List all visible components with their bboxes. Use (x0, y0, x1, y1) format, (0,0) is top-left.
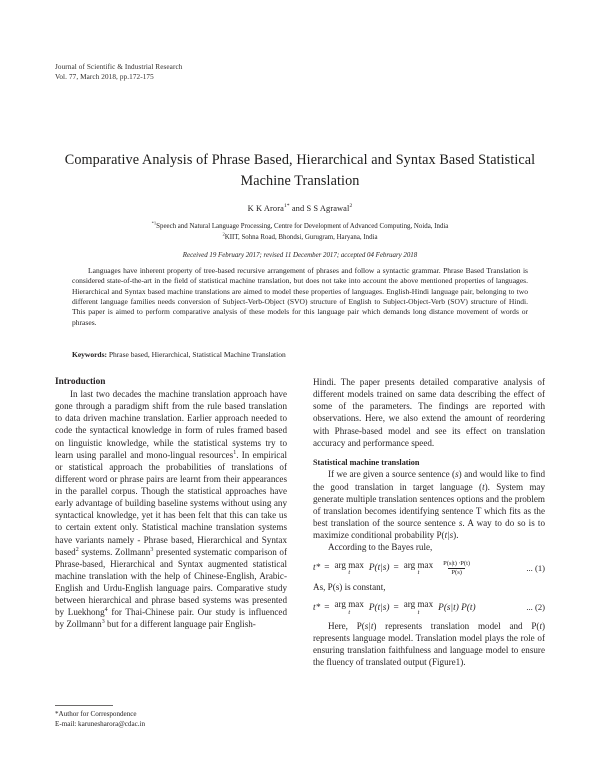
equation-1-lhs: t* (313, 563, 321, 574)
citation-ref: 2 (75, 546, 79, 553)
symbol-t: t (482, 481, 485, 492)
title-block (55, 150, 545, 259)
fraction-denominator: P(s) (448, 568, 465, 577)
argmax-label: arg max (334, 598, 364, 609)
equation-1 (313, 560, 545, 577)
equation-2 (313, 600, 545, 616)
symbol-t: t (539, 620, 542, 631)
footnote-rule (55, 705, 113, 706)
journal-header (55, 62, 182, 83)
equation-note-constant: As, P(s) is constant, (313, 581, 386, 592)
equation-2-equals-first: = (324, 602, 330, 613)
symbol-s-given-t: s|t (364, 620, 374, 631)
author-joiner: and S S Agrawal (289, 204, 350, 214)
journal-volume-line: Vol. 77, March 2018, pp.172-175 (55, 73, 154, 82)
smt-text-a: If we are given a source sentence ( (328, 469, 456, 480)
argmax-operator (404, 600, 433, 616)
intro-text-c: systems. Zollmann (78, 546, 151, 557)
argmax-label: arg max (334, 559, 364, 570)
equation-1-number: ... (1) (526, 562, 545, 573)
affiliation-marker: 2 (222, 231, 225, 237)
argmax-operator (404, 561, 433, 577)
tm-text-c: ) represents language model. Translation model plays the role of ensuring translation faithfulness and language model to ensure the fluency of translated output (Figure1). (313, 620, 545, 668)
symbol-t-given-s: t|s (444, 530, 454, 541)
smt-paragraph (313, 468, 545, 541)
abstract-text: Languages have inherent property of tree-based recursive arrangement of phrases and follow a syntactic grammar. Phrase Based Translation is considered state-of-the-art in the field of statistical machine translation, but does not take into account the above mentioned properties of languages. Hierarchical and Syntax based machine translations are aimed to model these properties of languages. English-Hindi language pair, belonging to two different language families needs conversion of Subject-Verb-Object (SVO) structure of English to Subject-Object-Verb (SOV) structure of Hindi. This paper is aimed to perform comparative analysis of these models for this language pair which demands long distance movement of words or phrases. (72, 266, 528, 327)
symbol-s: s (455, 469, 459, 480)
citation-ref: 1 (233, 449, 237, 456)
smt-text-b: ) and would like to find the good translation in target language ( (313, 469, 545, 492)
keywords-value: Phrase based, Hierarchical, Statistical Machine Translation (107, 350, 286, 359)
affiliation-item (55, 222, 545, 233)
affiliation-item (55, 233, 545, 244)
tm-text-b: ) represents translation model and P( (373, 620, 540, 631)
equation-1-equals-second: = (393, 563, 399, 574)
argmax-operator (334, 561, 363, 577)
affiliation-text: Speech and Natural Language Processing, Centre for Development of Advanced Computing, Noida, India (156, 223, 449, 231)
equation-2-equals-second: = (393, 602, 399, 613)
author-one-affiliation-marker: 1* (283, 203, 290, 210)
bayes-rule-paragraph: According to the Bayes rule, (328, 542, 433, 553)
intro-text-b: . In empirical or statistical approach the probabilities of translations of different word or phrase pairs are learnt from their appearances in the parallel corpus. Though the statistical approaches have early advantage of building baseline systems without using any syntactical knowledge, yet it has been felt that this can take us to certain extent only. Statistical machine translation systems have variants namely - Phrase based, Hierarchical and Syntax based (55, 449, 288, 557)
smt-text-e: ). (453, 530, 459, 541)
footnote-block (55, 705, 287, 729)
argmax-subscript: t (417, 608, 420, 616)
footnote-corresponding-author: *Author for Correspondence (55, 710, 137, 718)
subsection-heading-statistical-machine-translation: Statistical machine translation (313, 457, 420, 467)
argmax-subscript: t (348, 608, 351, 616)
equation-1-fraction (440, 560, 473, 577)
argmax-label: arg max (403, 598, 434, 609)
equation-2-term-1: P(t|s) (368, 602, 390, 613)
right-first-paragraph: Hindi. The paper presents detailed comparative analysis of different models trained on same data describing the effect of some of the parameters. The findings are reported with observations. Here, we also extend the amount of reordering with Phrase-based model and see its effect on translation accuracy and performance speed. (313, 377, 545, 448)
author-list (55, 204, 545, 213)
page-title: Comparative Analysis of Phrase Based, Hierarchical and Syntax Based Statistical Machine Translation (64, 152, 536, 189)
intro-text-e: for Thai-Chinese pair. Our study is influenced by Zollmann (55, 607, 287, 630)
symbol-s: s (458, 517, 463, 528)
argmax-subscript: t (348, 569, 351, 577)
keywords-line (72, 350, 528, 359)
citation-ref: 4 (104, 607, 108, 614)
argmax-subscript: t (417, 569, 420, 577)
section-heading-introduction: Introduction (55, 377, 106, 387)
translation-model-paragraph (313, 620, 545, 669)
author-one-name: K K Arora (247, 204, 284, 214)
intro-text-f: but for a different language pair English- (104, 619, 256, 630)
tm-text-a: Here, P( (328, 620, 365, 631)
citation-ref: 3 (101, 619, 105, 626)
journal-name: Journal of Scientific & Industrial Research (55, 63, 183, 71)
publication-dates: Received 19 February 2017; revised 11 December 2017; accepted 04 February 2018 (182, 251, 418, 259)
left-column (55, 376, 287, 631)
intro-text-d: presented systematic comparison of Phrase-based, Hierarchical and Syntax augmented statistical machine translation with the help of Chinese-English, Arabic-English and Urdu-English language pairs. Comparative study between hierarchical and phrase based systems was presented by Luekhong (55, 546, 287, 618)
footnote-email: E-mail: karunesharora@cdac.in (55, 720, 146, 729)
equation-1-term-1: P(t|s) (368, 563, 390, 574)
intro-text-a: In last two decades the machine translation approach have gone through a paradigm shift from the rule based translation to data driven machine translation. Earlier approach needed to code the syntactical knowledge in form of rules framed based on linguistic knowledge, while the statistical systems try to learn using parallel and mono-lingual resources (55, 389, 287, 460)
fraction-numerator: P(s|t) ∙P(t) (443, 560, 471, 568)
smt-text-c: ). System may generate multiple translation sentences options and the problem of translation becomes identifying sentence T which fits as the best translation of the source sentence (313, 481, 545, 528)
smt-text-d: . A way to do so is to maximize conditional probability P( (313, 517, 545, 541)
equation-1-equals-first: = (324, 563, 330, 574)
right-column (313, 376, 545, 668)
author-two-affiliation-marker: 2 (349, 203, 353, 210)
equation-2-term-2: P(s|t) P(t) (438, 602, 476, 613)
citation-ref: 3 (150, 546, 154, 553)
keywords-label: Keywords: (72, 350, 107, 359)
argmax-label: arg max (403, 559, 434, 570)
equation-2-lhs: t* (313, 602, 321, 613)
affiliation-marker: *1 (151, 220, 157, 226)
affiliation-list (55, 222, 545, 243)
introduction-paragraph (55, 388, 287, 631)
argmax-operator (334, 600, 363, 616)
equation-2-number: ... (2) (526, 602, 545, 613)
affiliation-text: KIIT, Sohna Road, Bhondsi, Gurugram, Haryana, India (224, 233, 378, 241)
